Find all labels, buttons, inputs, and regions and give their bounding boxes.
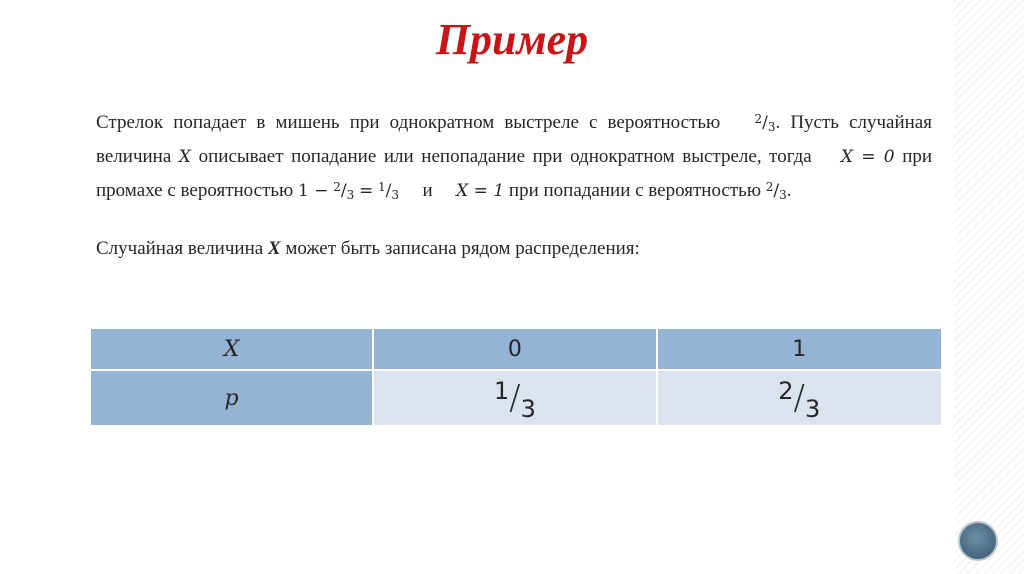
fraction-two-thirds: $^2/_3$: [765, 180, 787, 202]
text-segment: Случайная величина: [96, 238, 264, 259]
text-segment: описывает попадание или непопадание при однократном выстреле, тогда: [198, 146, 812, 167]
fraction-one-third: 1/3: [493, 377, 536, 423]
distribution-intro: [96, 234, 932, 264]
slide-title: Пример: [435, 15, 589, 64]
text-segment: при промахе с вероятностью: [96, 146, 933, 201]
text-segment: и: [422, 180, 433, 201]
fraction-two-thirds: $^2/_3$: [333, 180, 355, 202]
table-cell: 1: [657, 328, 942, 370]
fraction-one-third: $^1/_3$: [377, 180, 399, 202]
problem-paragraph: [96, 104, 932, 210]
table-row: [90, 328, 942, 370]
table-cell: [657, 370, 942, 426]
equation-x-equals-0: X = 0: [840, 147, 895, 167]
slide-badge-icon: [958, 521, 998, 561]
table-cell: [90, 328, 373, 370]
table-cell: 0: [373, 328, 656, 370]
fraction-two-thirds: 2/3: [778, 377, 821, 423]
decorative-stripes: [954, 0, 1024, 574]
variable-p: p: [224, 385, 239, 411]
variable-x-bold: X: [267, 238, 281, 259]
equation-x-equals-1: X = 1: [456, 181, 505, 201]
text-segment: .: [786, 180, 792, 201]
distribution-table: [89, 327, 943, 427]
equals-sign: =: [358, 181, 374, 201]
variable-x: X: [178, 147, 191, 167]
text-segment: Стрелок попадает в мишень при однократном выстреле с вероятностью: [96, 112, 721, 133]
variable-x: X: [223, 336, 240, 362]
table-cell: [373, 370, 656, 426]
equation-prefix: 1 −: [298, 181, 329, 201]
text-segment: при попадании с вероятностью: [508, 180, 762, 201]
table-row: [90, 370, 942, 426]
text-segment: может быть записана рядом распределения:: [285, 238, 640, 259]
fraction-two-thirds: $^2/_3$: [754, 112, 776, 134]
text-segment: . Пусть случайная величина: [96, 112, 932, 167]
table-cell: [90, 370, 373, 426]
